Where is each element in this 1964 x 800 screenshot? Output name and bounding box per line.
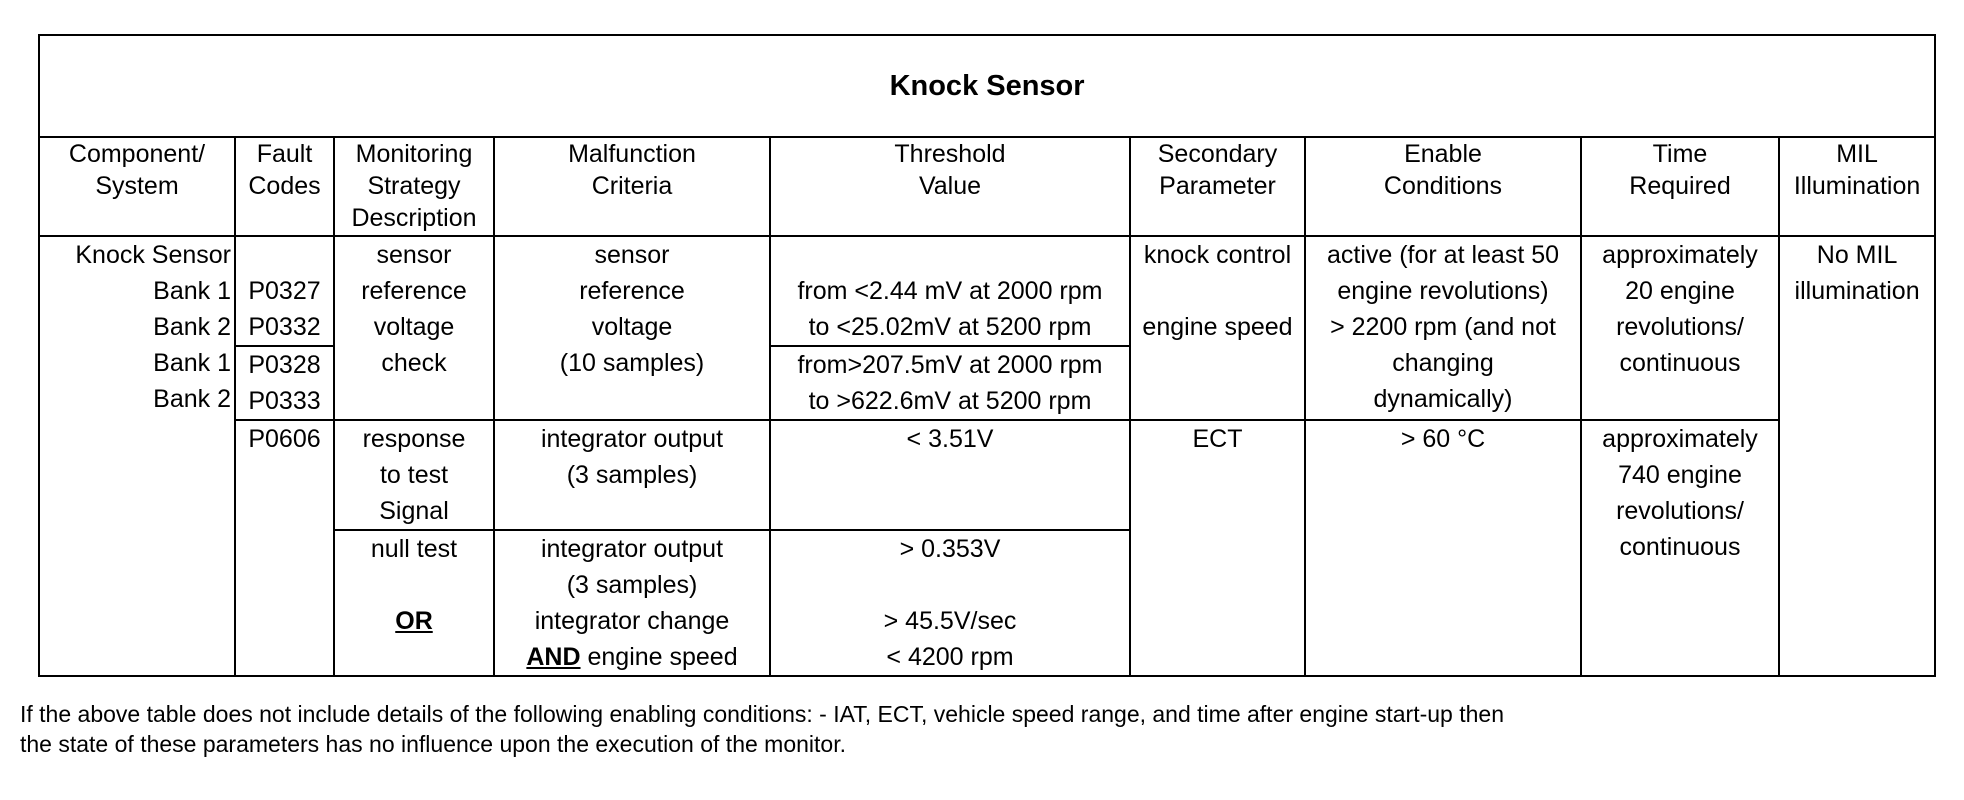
strategy-cell: null test OR <box>334 530 494 676</box>
time-cell: approximately 740 engine revolutions/ continuous <box>1581 420 1779 676</box>
header-threshold: Threshold Value <box>770 137 1130 236</box>
enable-cell: active (for at least 50 engine revolutions) > 2200 rpm (and not changing dynamically) <box>1305 236 1581 420</box>
time-cell: approximately 20 engine revolutions/ continuous <box>1581 236 1779 420</box>
footnote <box>20 699 1920 759</box>
threshold-cell: from>207.5mV at 2000 rpm to >622.6mV at 5200 rpm <box>770 346 1130 420</box>
header-enable: Enable Conditions <box>1305 137 1581 236</box>
mil-cell: No MIL illumination <box>1779 236 1935 676</box>
footnote-line: the state of these parameters has no influence upon the execution of the monitor. <box>20 731 846 757</box>
or-label: OR <box>395 607 433 635</box>
knock-sensor-document <box>38 34 1934 677</box>
criteria-cell: integrator output (3 samples) <box>494 420 770 530</box>
and-label: AND <box>526 643 581 671</box>
threshold-cell: from <2.44 mV at 2000 rpm to <25.02mV at 5200 rpm <box>770 236 1130 346</box>
header-criteria: Malfunction Criteria <box>494 137 770 236</box>
strategy-cell: response to test Signal <box>334 420 494 530</box>
secondary-cell: knock control engine speed <box>1130 236 1305 420</box>
enable-cell: > 60 °C <box>1305 420 1581 676</box>
fault-code-cell: P0606 <box>235 420 334 676</box>
component-cell: Knock Sensor Bank 1 Bank 2 Bank 1 Bank 2 <box>39 236 235 676</box>
header-time: Time Required <box>1581 137 1779 236</box>
criteria-cell: sensor reference voltage (10 samples) <box>494 236 770 420</box>
criteria-cell: integrator output (3 samples) integrator change AND engine speed <box>494 530 770 676</box>
threshold-cell: < 3.51V <box>770 420 1130 530</box>
fault-code-cell: P0327 P0332 <box>235 236 334 346</box>
table-row <box>39 236 1935 346</box>
header-strategy: Monitoring Strategy Description <box>334 137 494 236</box>
footnote-line: If the above table does not include details of the following enabling conditions: - IAT, ECT, vehicle speed range, and time after engine start-up then <box>20 701 1504 727</box>
header-secondary: Secondary Parameter <box>1130 137 1305 236</box>
header-component: Component/ System <box>39 137 235 236</box>
header-mil: MIL Illumination <box>1779 137 1935 236</box>
secondary-cell: ECT <box>1130 420 1305 676</box>
header-fault-codes: Fault Codes <box>235 137 334 236</box>
header-row <box>39 137 1935 236</box>
threshold-cell: > 0.353V > 45.5V/sec < 4200 rpm <box>770 530 1130 676</box>
table-row <box>39 420 1935 530</box>
table-title: Knock Sensor <box>889 69 1085 102</box>
fault-code-cell: P0328 P0333 <box>235 346 334 420</box>
table-title-cell <box>39 35 1935 137</box>
strategy-cell: sensor reference voltage check <box>334 236 494 420</box>
knock-sensor-table <box>38 34 1936 677</box>
